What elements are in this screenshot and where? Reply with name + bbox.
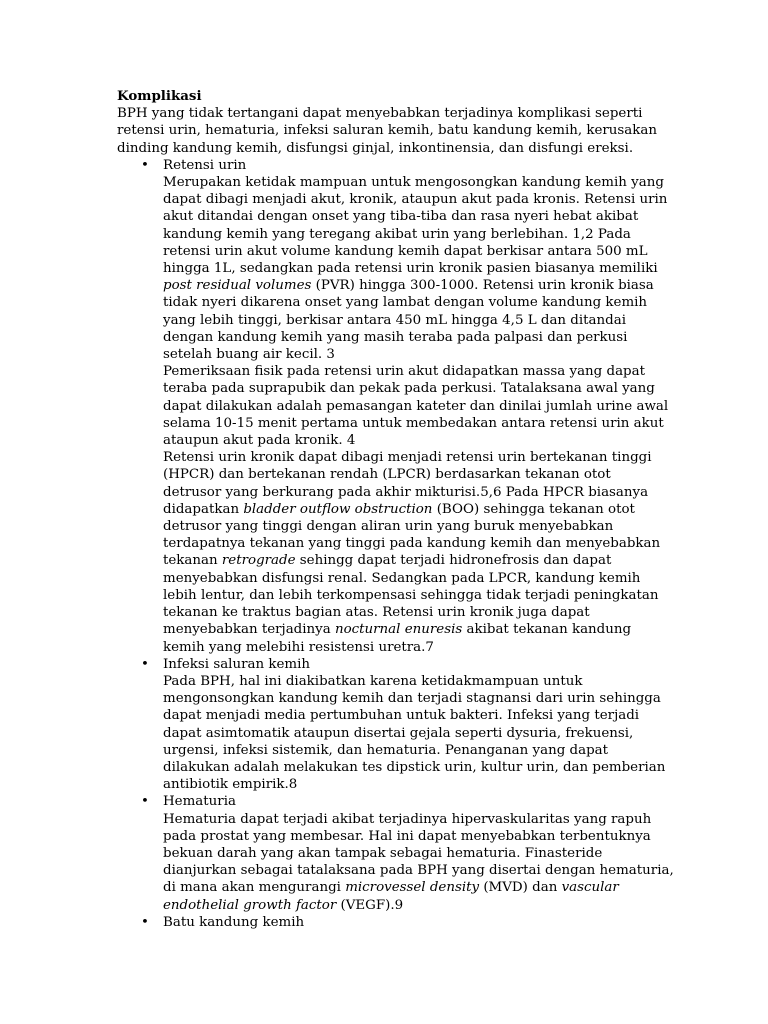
text-run: tekanan [163,553,222,569]
text-run: (HPCR) dan bertekanan rendah (LPCR) berdasarkan tekanan otot [163,467,611,483]
text-run: setelah buang air kecil. 3 [163,347,335,363]
text-run: akut ditandai dengan onset yang tiba-tiba dan rasa nyeri hebat akibat [163,209,639,225]
text-line [163,570,762,587]
text-run: dengan kandung kemih yang masih teraba pada palpasi dan perkusi [163,329,628,345]
text-run: (BOO) sehingga tekanan otot [432,501,635,517]
text-run: antibiotik empirik.8 [163,777,298,793]
list-item-heading: Batu kandung kemih [163,914,305,930]
text-run: lebih lentur, dan lebih terkompensasi sehingga tidak terjadi peningkatan [163,587,659,603]
text-line [163,759,762,776]
text-run: kandung kemih yang teregang akibat urin yang berlebihan. 1,2 Pada [163,226,631,242]
text-run: dapat dibagi menjadi akut, kronik, ataupun akut pada kronis. Retensi urin [163,192,668,208]
text-line [163,484,762,501]
intro-line: retensi urin, hematuria, infeksi saluran kemih, batu kandung kemih, kerusakan [117,123,658,139]
text-line [163,587,762,604]
text-run: menyebabkan disfungsi renal. Sedangkan pada LPCR, kandung kemih [163,570,641,586]
italic-term: post residual volumes [163,278,312,294]
text-run: detrusor yang tinggi dengan aliran urin yang buruk menyebabkan [163,519,614,535]
text-line [163,811,762,828]
text-run: Merupakan ketidak mampuan untuk mengosongkan kandung kemih yang [163,175,664,191]
bullet-list [117,157,762,931]
text-line [163,518,762,535]
text-line [163,604,762,621]
text-line [163,346,762,363]
text-line [163,415,762,432]
text-run: sehingg dapat terjadi hidronefrosis dan dapat [295,553,612,569]
text-run: mengonsongkan kandung kemih dan terjadi stagnansi dari urin sehingga [163,691,661,707]
text-run: Pada BPH, hal ini diakibatkan karena ketidakmampuan untuk [163,673,583,689]
text-line [163,260,762,277]
text-run: Retensi urin kronik dapat dibagi menjadi retensi urin bertekanan tinggi [163,450,652,466]
text-run: hingga 1L, sedangkan pada retensi urin kronik pasien biasanya memiliki [163,261,658,277]
text-run: dapat asimtomatik ataupun disertai gejala seperti dysuria, frekuensi, [163,725,634,741]
text-line [163,312,762,329]
italic-term: retrograde [221,553,296,569]
text-run: menyebabkan terjadinya [163,622,335,638]
text-line [163,466,762,483]
italic-term: nocturnal enuresis [334,622,463,638]
text-line [163,742,762,759]
text-run: tidak nyeri dikarena onset yang lambat dengan volume kandung kemih [163,295,648,311]
text-line [163,639,762,656]
intro-line: BPH yang tidak tertangani dapat menyebabkan terjadinya komplikasi seperti [117,106,643,122]
text-run: Pemeriksaan fisik pada retensi urin akut didapatkan massa yang dapat [163,364,645,380]
text-run: kemih yang melebihi resistensi uretra.7 [163,639,434,655]
text-line [163,432,762,449]
list-item [117,157,762,656]
text-line [163,535,762,552]
text-run: urgensi, infeksi sistemik, dan hematuria. Penanganan yang dapat [163,742,609,758]
section-title: Komplikasi [117,88,202,104]
text-run: dapat dilakukan adalah pemasangan kateter dan dinilai jumlah urine awal [163,398,669,414]
italic-term: vascular [561,880,619,896]
list-item-heading: Infeksi saluran kemih [163,656,310,672]
text-line [163,226,762,243]
text-line [163,363,762,380]
text-line [163,174,762,191]
text-line [163,208,762,225]
list-item-heading: Retensi urin [163,157,247,173]
text-run: di mana akan mengurangi [163,880,346,896]
text-run: selama 10-15 menit pertama untuk membedakan antara retensi urin akut [163,415,664,431]
text-line [163,879,762,896]
text-run: dianjurkan sebagai tatalaksana pada BPH yang disertai dengan hematuria, [163,863,674,879]
text-line [163,621,762,638]
text-line [163,673,762,690]
italic-term: endothelial growth factor [163,897,337,913]
document-content [117,88,762,931]
bullet-icon [141,914,149,931]
text-line [163,329,762,346]
text-line [163,380,762,397]
text-run: dilakukan adalah melakukan tes dipstick urin, kultur urin, dan pemberian [163,759,666,775]
italic-term: microvessel density [345,880,480,896]
text-line [163,449,762,466]
bullet-icon [141,157,149,174]
text-run: pada prostat yang membesar. Hal ini dapat menyebabkan terbentuknya [163,828,651,844]
text-line [163,707,762,724]
text-line [163,501,762,518]
text-line [163,552,762,569]
text-line [163,862,762,879]
list-item [117,914,762,931]
text-run: bekuan darah yang akan tampak sebagai hematuria. Finasteride [163,845,603,861]
intro-line: dinding kandung kemih, disfungsi ginjal, inkontinensia, dan disfungi ereksi. [117,140,634,156]
text-line [163,690,762,707]
text-run: (MVD) dan [479,880,562,896]
text-run: dapat menjadi media pertumbuhan untuk bakteri. Infeksi yang terjadi [163,708,640,724]
list-item [117,656,762,794]
italic-term: bladder outflow obstruction [243,501,433,517]
text-run: detrusor yang berkurang pada akhir mikturisi.5,6 Pada HPCR biasanya [163,484,649,500]
text-line [163,191,762,208]
text-run: tekanan ke traktus bagian atas. Retensi urin kronik juga dapat [163,605,590,621]
text-run: (PVR) hingga 300-1000. Retensi urin kronik biasa [311,278,654,294]
text-run: teraba pada suprapubik dan pekak pada perkusi. Tatalaksana awal yang [163,381,655,397]
bullet-icon [141,793,149,810]
text-run: retensi urin akut volume kandung kemih dapat berkisar antara 500 mL [163,243,648,259]
text-run: ataupun akut pada kronik. 4 [163,433,356,449]
list-item [117,793,762,913]
text-line [163,398,762,415]
list-item-heading: Hematuria [163,794,236,810]
text-line [163,725,762,742]
text-run: Hematuria dapat terjadi akibat terjadinya hipervaskularitas yang rapuh [163,811,652,827]
text-line [163,277,762,294]
text-line [163,897,762,914]
text-line [163,294,762,311]
bullet-icon [141,656,149,673]
text-run: (VEGF).9 [336,897,404,913]
intro-paragraph [117,105,762,157]
text-line [163,776,762,793]
text-line [163,828,762,845]
text-line [163,845,762,862]
text-run: didapatkan [163,501,244,517]
text-run: yang lebih tinggi, berkisar antara 450 mL hingga 4,5 L dan ditandai [163,312,626,328]
text-run: terdapatnya tekanan yang tinggi pada kandung kemih dan menyebabkan [163,536,661,552]
text-line [163,243,762,260]
text-run: akibat tekanan kandung [462,622,632,638]
